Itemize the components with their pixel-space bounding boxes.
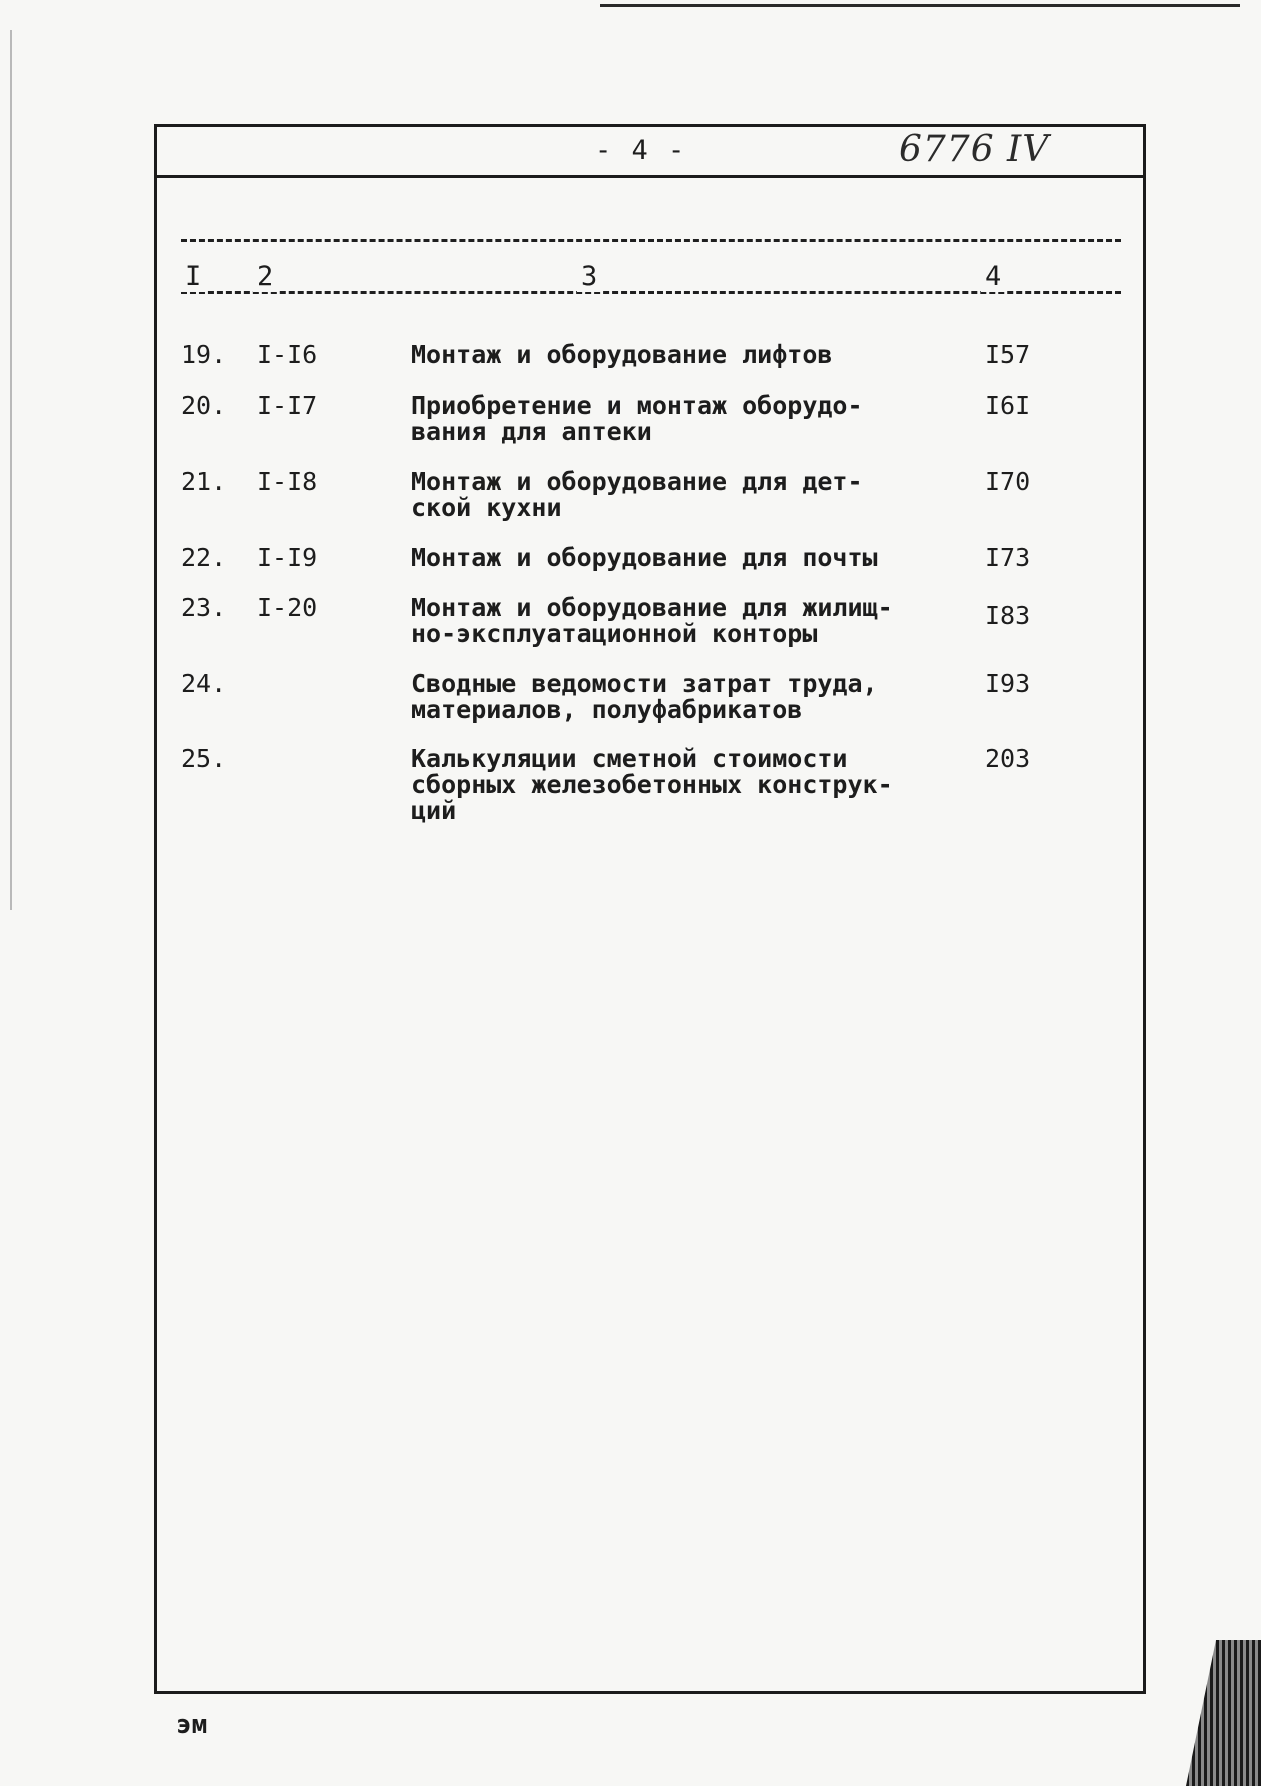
row-number: 19. [181, 340, 227, 369]
table-header-rule [181, 291, 1121, 294]
description-line: ций [411, 796, 457, 825]
column-header-1: I [181, 261, 205, 292]
row-page: I70 [985, 467, 1031, 496]
row-code: I-I8 [257, 467, 318, 496]
row-number: 23. [181, 593, 227, 622]
row-page: I73 [985, 543, 1031, 572]
row-page: 203 [985, 744, 1031, 773]
left-margin-line [10, 30, 12, 910]
row-description [411, 671, 931, 723]
row-number: 20. [181, 391, 227, 420]
description-line: Калькуляции сметной стоимости [411, 744, 848, 773]
column-header-2: 2 [253, 261, 277, 292]
row-code: I-I7 [257, 391, 318, 420]
row-page: I57 [985, 340, 1031, 369]
column-header-3: 3 [577, 261, 601, 292]
page-number: - 4 - [595, 135, 687, 166]
row-code: I-I9 [257, 543, 318, 572]
table-top-rule [181, 239, 1121, 242]
description-line: но-эксплуатационной конторы [411, 619, 818, 648]
row-code: I-20 [257, 593, 318, 622]
description-line: Монтаж и оборудование лифтов [411, 340, 833, 369]
binding-edge [1186, 1640, 1261, 1786]
description-line: вания для аптеки [411, 417, 652, 446]
description-line: материалов, полуфабрикатов [411, 695, 803, 724]
row-number: 22. [181, 543, 227, 572]
row-page: I6I [985, 391, 1031, 420]
row-page: I83 [985, 601, 1031, 630]
row-description [411, 545, 931, 571]
row-number: 21. [181, 467, 227, 496]
row-description [411, 393, 931, 445]
column-header-4: 4 [981, 261, 1005, 292]
description-line: Приобретение и монтаж оборудо- [411, 391, 863, 420]
row-number: 24. [181, 669, 227, 698]
row-description [411, 746, 931, 824]
description-line: сборных железобетонных конструк- [411, 770, 893, 799]
description-line: ской кухни [411, 493, 562, 522]
row-description [411, 469, 931, 521]
row-code: I-I6 [257, 340, 318, 369]
description-line: Монтаж и оборудование для почты [411, 543, 878, 572]
description-line: Монтаж и оборудование для жилищ- [411, 593, 893, 622]
top-edge-line [600, 4, 1240, 7]
description-line: Сводные ведомости затрат труда, [411, 669, 878, 698]
row-number: 25. [181, 744, 227, 773]
footer-mark: эм [176, 1710, 208, 1740]
description-line: Монтаж и оборудование для дет- [411, 467, 863, 496]
document-frame [154, 124, 1146, 1694]
handwritten-code: 6776 IV [899, 129, 1050, 170]
row-description [411, 595, 931, 647]
row-description [411, 342, 931, 368]
row-page: I93 [985, 669, 1031, 698]
header-rule [157, 175, 1143, 178]
